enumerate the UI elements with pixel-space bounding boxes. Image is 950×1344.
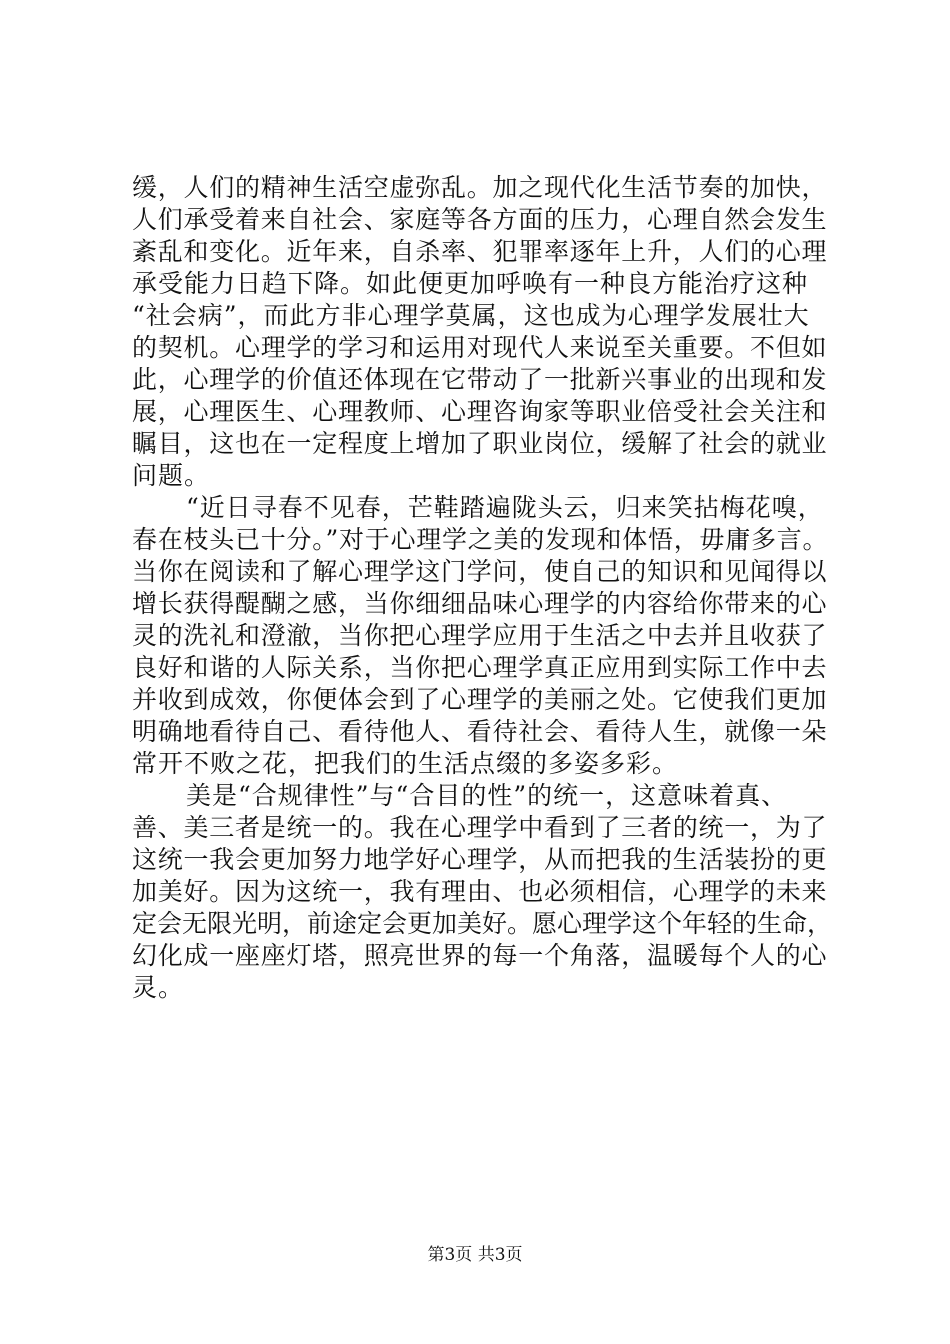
- text-line: 加美好。因为这统一，我有理由、也必须相信，心理学的未来: [132, 877, 828, 906]
- text-line: 缓，人们的精神生活空虚弥乱。加之现代化生活节奏的加快，: [132, 173, 828, 202]
- paragraph-3: [132, 780, 832, 1004]
- text-line: 的契机。心理学的学习和运用对现代人来说至关重要。不但如: [132, 333, 828, 362]
- paragraph-1: [132, 172, 832, 492]
- text-line: 人们承受着来自社会、家庭等各方面的压力，心理自然会发生: [132, 205, 828, 234]
- text-line: 明确地看待自己、看待他人、看待社会、看待人生，就像一朵: [132, 717, 828, 746]
- text-line: 幻化成一座座灯塔，照亮世界的每一个角落，温暖每个人的心: [132, 941, 828, 970]
- text-line: “社会病”，而此方非心理学莫属，这也成为心理学发展壮大: [132, 301, 810, 330]
- text-line: 美是“合规律性”与“合目的性”的统一，这意味着真、: [186, 781, 788, 810]
- text-line: 展，心理医生、心理教师、心理咨询家等职业倍受社会关注和: [132, 397, 828, 426]
- text-line: 常开不败之花，把我们的生活点缀的多姿多彩。: [132, 749, 679, 778]
- text-line: 并收到成效，你便体会到了心理学的美丽之处。它使我们更加: [132, 685, 828, 714]
- text-line: 这统一我会更加努力地学好心理学，从而把我的生活装扮的更: [132, 845, 828, 874]
- text-line: 增长获得醍醐之感，当你细细品味心理学的内容给你带来的心: [132, 589, 828, 618]
- page-footer: 第3页 共3页: [427, 1245, 523, 1265]
- text-line: 问题。: [132, 461, 211, 490]
- paragraph-2: [132, 492, 832, 780]
- text-line: 定会无限光明，前途定会更加美好。愿心理学这个年轻的生命，: [132, 909, 833, 938]
- text-line: 善、美三者是统一的。我在心理学中看到了三者的统一，为了: [132, 813, 828, 842]
- text-line: “近日寻春不见春，芒鞋踏遍陇头云，归来笑拈梅花嗅，: [186, 493, 824, 522]
- text-line: 承受能力日趋下降。如此便更加呼唤有一种良方能治疗这种: [132, 269, 809, 298]
- text-line: 良好和谐的人际关系，当你把心理学真正应用到实际工作中去: [132, 653, 828, 682]
- text-line: 紊乱和变化。近年来，自杀率、犯罪率逐年上升，人们的心理: [132, 237, 828, 266]
- document-body: [132, 172, 832, 1004]
- text-line: 当你在阅读和了解心理学这门学问，使自己的知识和见闻得以: [132, 557, 828, 586]
- text-line: 灵的洗礼和澄澈，当你把心理学应用于生活之中去并且收获了: [132, 621, 828, 650]
- text-line: 灵。: [132, 973, 185, 1002]
- text-line: 此，心理学的价值还体现在它带动了一批新兴事业的出现和发: [132, 365, 828, 394]
- text-line: 春在枝头已十分。”对于心理学之美的发现和体悟，毋庸多言。: [132, 525, 829, 554]
- text-line: 瞩目，这也在一定程度上增加了职业岗位，缓解了社会的就业: [132, 429, 828, 458]
